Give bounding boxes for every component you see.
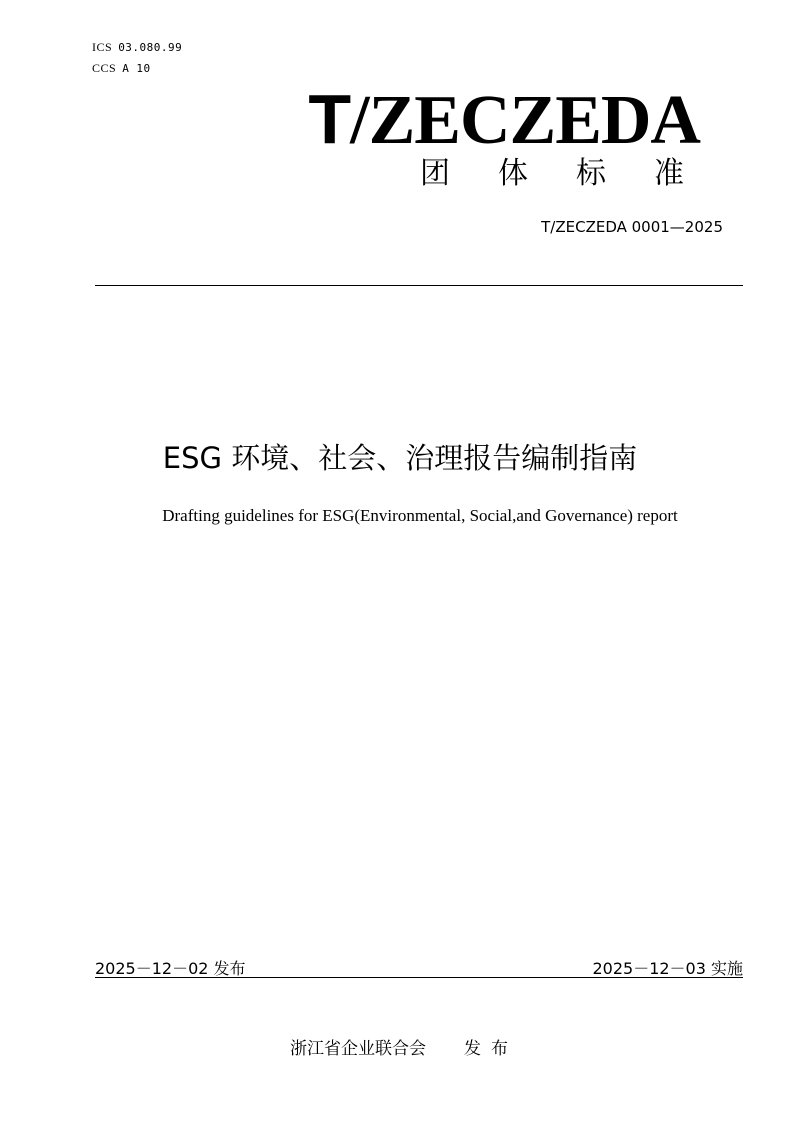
logo-text: /ZECZEDA <box>350 82 700 159</box>
ccs-value: A 10 <box>122 62 151 75</box>
ics-value: 03.080.99 <box>118 41 183 54</box>
issue-date: 2025－12－02 发布 <box>95 959 246 978</box>
top-divider <box>95 285 743 286</box>
association-logo <box>220 80 700 159</box>
title-chinese: ESG 环境、社会、治理报告编制指南 <box>162 441 638 475</box>
bottom-divider <box>95 977 743 978</box>
ccs-label: CCS <box>92 61 117 75</box>
ics-code <box>92 40 182 55</box>
publisher-action: 发布 <box>464 1039 518 1059</box>
publisher-name: 浙江省企业联合会 <box>290 1039 426 1059</box>
standard-number: T/ZECZEDA 0001—2025 <box>541 218 723 236</box>
standard-type: 团体标准 <box>420 156 732 191</box>
logo-t: T <box>308 80 351 158</box>
title-english: Drafting guidelines for ESG(Environmental, Social,and Governance) report <box>162 506 678 525</box>
implementation-date: 2025－12－03 实施 <box>592 959 743 978</box>
ics-label: ICS <box>92 40 113 54</box>
ccs-code <box>92 61 151 76</box>
publisher <box>290 1034 518 1059</box>
